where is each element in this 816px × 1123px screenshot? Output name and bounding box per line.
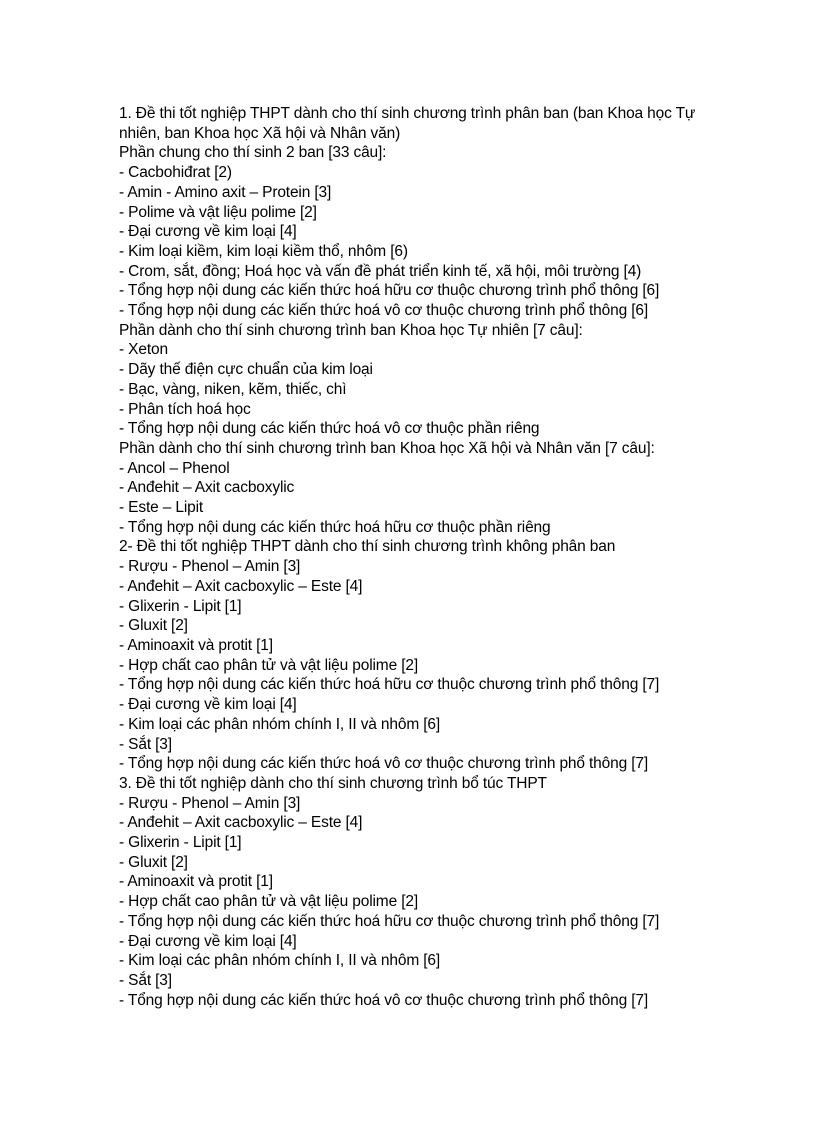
list-item: - Tổng hợp nội dung các kiến thức hoá hữu cơ thuộc chương trình phổ thông [7] xyxy=(119,912,660,930)
list-item: - Polime và vật liệu polime [2] xyxy=(119,203,317,221)
list-item: - Đại cương về kim loại [4] xyxy=(119,932,297,950)
section-2-heading: 2- Đề thi tốt nghiệp THPT dành cho thí sinh chương trình không phân ban xyxy=(119,538,616,556)
section-1 xyxy=(119,104,709,537)
list-item: - Amin - Amino axit – Protein [3] xyxy=(119,183,332,201)
list-item: - Glixerin - Lipit [1] xyxy=(119,597,242,615)
list-item: - Tổng hợp nội dung các kiến thức hoá hữu cơ thuộc chương trình phổ thông [7] xyxy=(119,676,660,694)
list-item: - Đại cương về kim loại [4] xyxy=(119,223,297,241)
list-item: - Cacbohiđrat [2) xyxy=(119,164,232,182)
list-item: - Ancol – Phenol xyxy=(119,459,230,477)
list-item: - Tổng hợp nội dung các kiến thức hoá vô cơ thuộc phần riêng xyxy=(119,420,540,438)
list-item: - Kim loại kiềm, kim loại kiềm thổ, nhôm [6) xyxy=(119,242,408,260)
list-item: - Xeton xyxy=(119,341,168,359)
list-item: - Anđehit – Axit cacboxylic – Este [4] xyxy=(119,577,363,595)
list-item: - Phân tích hoá học xyxy=(119,400,251,418)
list-item: - Tổng hợp nội dung các kiến thức hoá vô cơ thuộc chương trình phổ thông [7] xyxy=(119,991,649,1009)
section-3-heading: 3. Đề thi tốt nghiệp dành cho thí sinh chương trình bổ túc THPT xyxy=(119,774,547,792)
document-body xyxy=(119,104,709,1010)
list-item: - Este – Lipit xyxy=(119,499,204,517)
list-item: - Rượu - Phenol – Amin [3] xyxy=(119,558,301,576)
section-1-common-heading: Phần chung cho thí sinh 2 ban [33 câu]: xyxy=(119,144,387,162)
list-item: - Gluxit [2] xyxy=(119,617,188,635)
list-item: - Tổng hợp nội dung các kiến thức hoá vô cơ thuộc chương trình phổ thông [7] xyxy=(119,755,649,773)
list-item: - Rượu - Phenol – Amin [3] xyxy=(119,794,301,812)
list-item: - Tổng hợp nội dung các kiến thức hoá hữu cơ thuộc phần riêng xyxy=(119,518,551,536)
list-item: - Dãy thế điện cực chuẩn của kim loại xyxy=(119,361,373,379)
list-item: - Sắt [3] xyxy=(119,971,172,989)
list-item: - Crom, sắt, đồng; Hoá học và vấn đề phát triển kinh tế, xã hội, môi trường [4) xyxy=(119,262,642,280)
list-item: - Kim loại các phân nhóm chính I, II và nhôm [6] xyxy=(119,715,441,733)
list-item: - Aminoaxit và protit [1] xyxy=(119,873,273,891)
list-item: - Tổng hợp nội dung các kiến thức hoá hữu cơ thuộc chương trình phổ thông [6] xyxy=(119,282,660,300)
list-item: - Hợp chất cao phân tử và vật liệu polime [2] xyxy=(119,893,418,911)
list-item: - Sắt [3] xyxy=(119,735,172,753)
list-item: - Hợp chất cao phân tử và vật liệu polime [2] xyxy=(119,656,418,674)
list-item: - Kim loại các phân nhóm chính I, II và nhôm [6] xyxy=(119,952,441,970)
list-item: - Bạc, vàng, niken, kẽm, thiếc, chì xyxy=(119,380,347,398)
list-item: - Anđehit – Axit cacboxylic – Este [4] xyxy=(119,814,363,832)
list-item: - Aminoaxit và protit [1] xyxy=(119,636,273,654)
list-item: - Gluxit [2] xyxy=(119,853,188,871)
section-1-natural-heading: Phần dành cho thí sinh chương trình ban Khoa học Tự nhiên [7 câu]: xyxy=(119,321,583,339)
section-2 xyxy=(119,537,709,773)
section-1-social-heading: Phần dành cho thí sinh chương trình ban Khoa học Xã hội và Nhân văn [7 câu]: xyxy=(119,439,655,457)
list-item: - Đại cương về kim loại [4] xyxy=(119,696,297,714)
list-item: - Tổng hợp nội dung các kiến thức hoá vô cơ thuộc chương trình phổ thông [6] xyxy=(119,302,649,320)
list-item: - Glixerin - Lipit [1] xyxy=(119,834,242,852)
section-3 xyxy=(119,774,709,1010)
list-item: - Anđehit – Axit cacboxylic xyxy=(119,479,295,497)
section-1-heading: 1. Đề thi tốt nghiệp THPT dành cho thí sinh chương trình phân ban (ban Khoa học Tự nhiên, ban Khoa học Xã hội và Nhân văn) xyxy=(119,105,696,142)
